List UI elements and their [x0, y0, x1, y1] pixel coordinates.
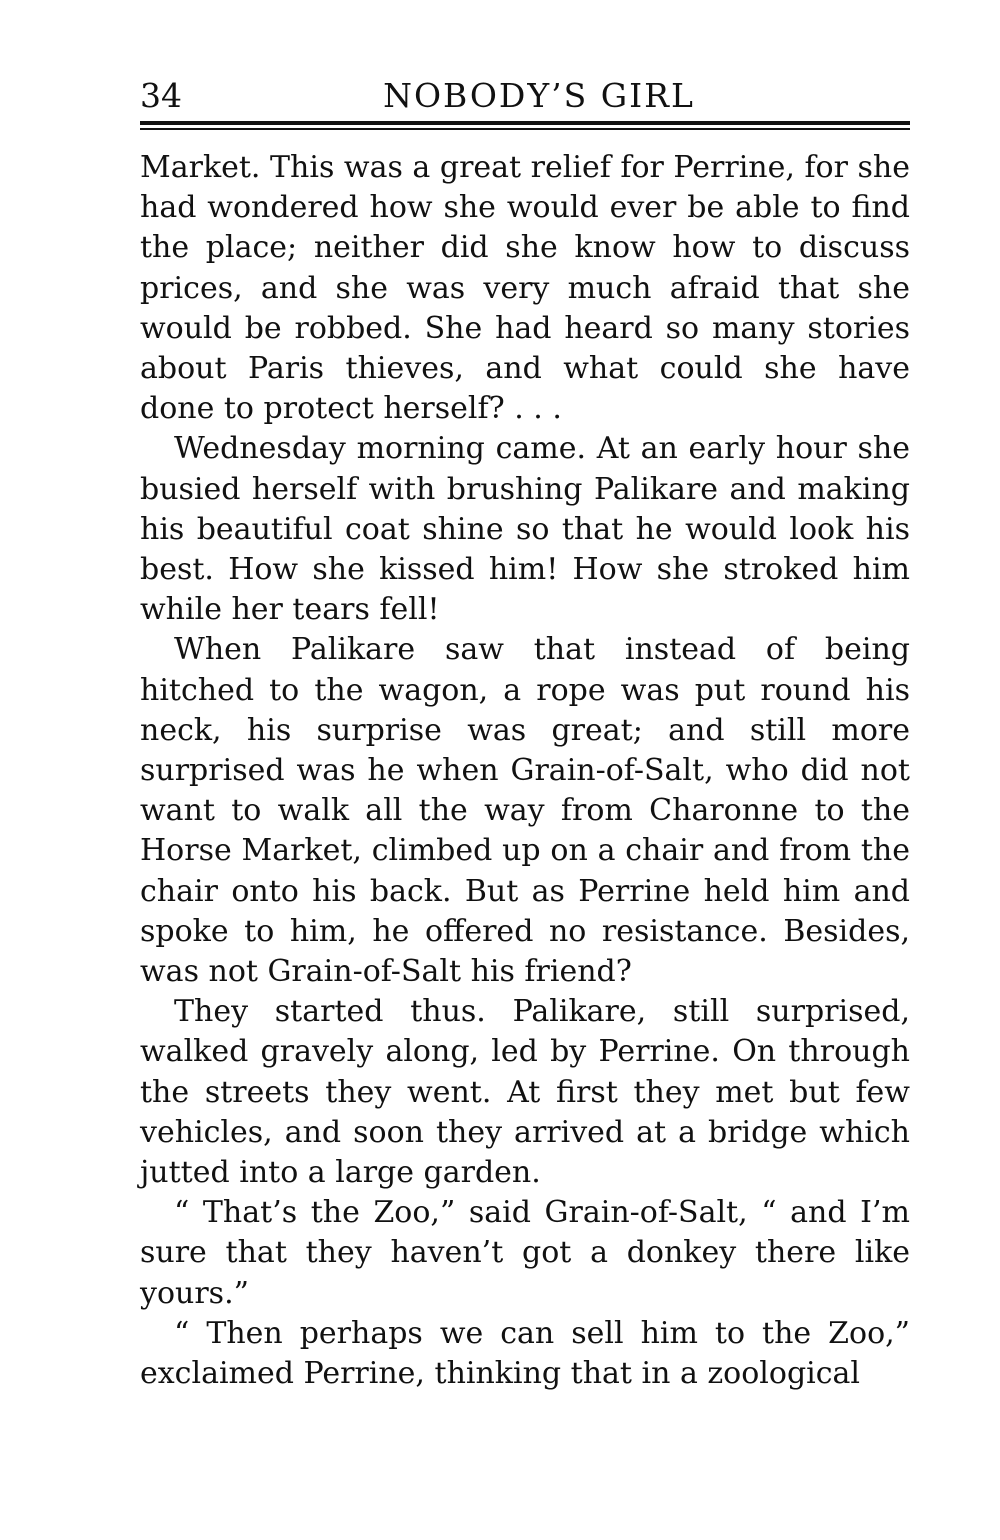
paragraph-4: They started thus. Palikare, still surprised, walked gravely along, led by Perrine. On through the streets they went. At first they met but few vehicles, and soon they arrived at a bridge which jutted into a large garden. [140, 994, 910, 1191]
body-text [140, 148, 910, 1394]
page-header [140, 70, 910, 120]
header-rule [140, 121, 910, 130]
paragraph-2: Wednesday morning came. At an early hour she busied herself with brushing Palikare and making his beautiful coat shine so that he would look his best. How she kissed him! How she stroked him while her tears fell! [140, 431, 910, 628]
page-number: 34 [140, 76, 182, 115]
header-rule-thin [140, 128, 910, 130]
paragraph-6: “ Then perhaps we can sell him to the Zoo,” exclaimed Perrine, thinking that in a zoological [140, 1315, 910, 1392]
paragraph-1: Market. This was a great relief for Perrine, for she had wondered how she would ever be able to find the place; neither did she know how to discuss prices, and she was very much afraid that she would be robbed. She had heard so many stories about Paris thieves, and what could she have done to protect herself? . . . [140, 150, 910, 427]
header-rule-thick [140, 121, 910, 125]
paragraph-5: “ That’s the Zoo,” said Grain-of-Salt, “ and I’m sure that they haven’t got a donkey there like yours.” [140, 1195, 910, 1311]
paragraph-3: When Palikare saw that instead of being hitched to the wagon, a rope was put round his neck, his surprise was great; and still more surprised was he when Grain-of-Salt, who did not want to walk all the way from Charonne to the Horse Market, climbed up on a chair and from the chair onto his back. But as Perrine held him and spoke to him, he offered no resistance. Besides, was not Grain-of-Salt his friend? [140, 632, 910, 990]
running-title: NOBODY’S GIRL [383, 76, 695, 115]
